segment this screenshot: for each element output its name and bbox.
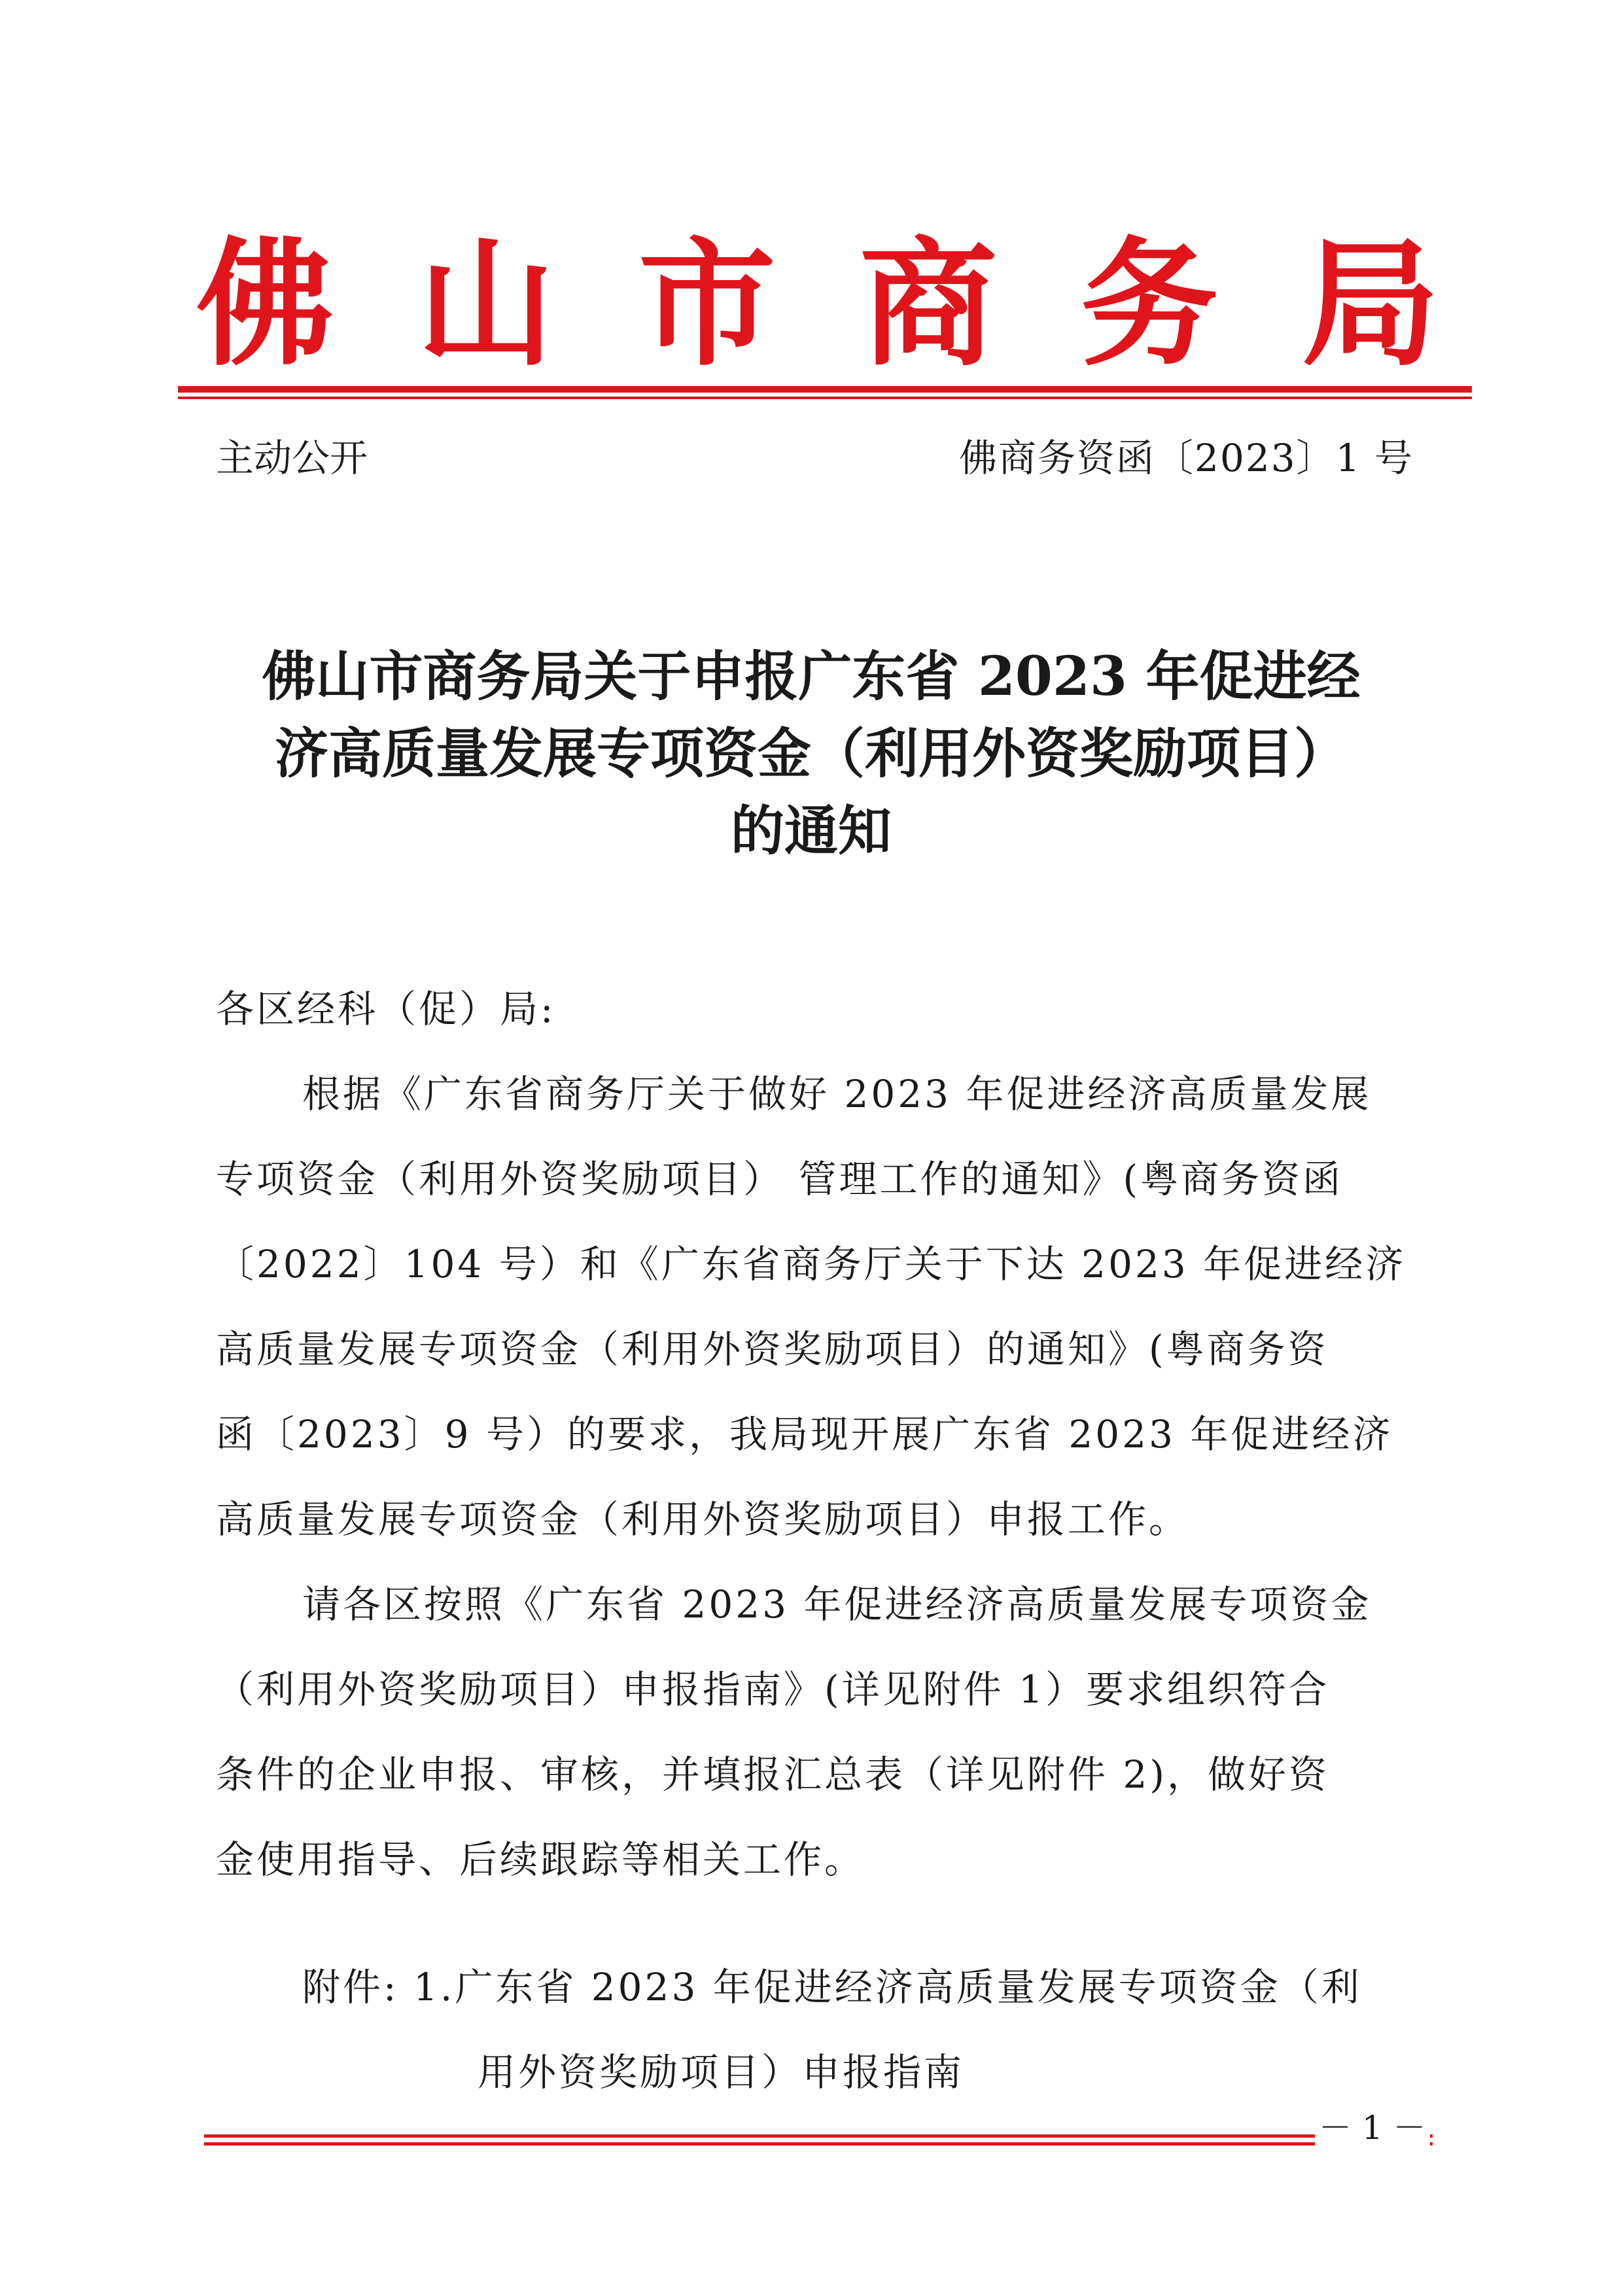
paragraph-line: 金使用指导、后续跟踪等相关工作。 <box>216 1837 865 1882</box>
paragraph-line: 〔2022〕104 号）和《广东省商务厅关于下达 2023 年促进经济 <box>216 1242 1406 1286</box>
title-line: 佛山市商务局关于申报广东省 2023 年促进经 <box>262 645 1361 708</box>
salutation: 各区经科（促）局: <box>216 987 556 1031</box>
agency-char: 山 <box>417 223 555 385</box>
paragraph-line: 条件的企业申报、审核，并填报汇总表（详见附件 2)，做好资 <box>216 1752 1329 1797</box>
paragraph-line: 专项资金（利用外资奖励项目） 管理工作的通知》(粤商务资函 <box>216 1157 1344 1201</box>
disclosure-label: 主动公开 <box>216 436 368 480</box>
agency-char: 局 <box>1301 223 1439 385</box>
agency-char: 务 <box>1080 223 1218 385</box>
attachment-line-continued: 用外资奖励项目）申报指南 <box>478 2050 965 2094</box>
paragraph-line: 根据《广东省商务厅关于做好 2023 年促进经济高质量发展 <box>302 1072 1372 1116</box>
document-body <box>216 0 1423 2296</box>
footer-red-rule <box>204 2134 1433 2138</box>
document-number: 佛商务资函〔2023〕1 号 <box>959 436 1414 480</box>
attachment-line: 附件: 1.广东省 2023 年促进经济高质量发展专项资金（利 <box>302 1965 1362 2009</box>
agency-char: 商 <box>859 223 997 385</box>
title-line: 济高质量发展专项资金（利用外资奖励项目） <box>274 722 1348 785</box>
paragraph-line: 高质量发展专项资金（利用外资奖励项目）的通知》(粤商务资 <box>216 1327 1329 1371</box>
footer-red-rule-second <box>204 2142 1433 2146</box>
paragraph-line: 高质量发展专项资金（利用外资奖励项目）申报工作。 <box>216 1497 1190 1542</box>
title-line: 的通知 <box>730 800 892 862</box>
agency-char: 市 <box>638 223 776 385</box>
paragraph-line: 函〔2023〕9 号）的要求，我局现开展广东省 2023 年促进经济 <box>216 1412 1393 1457</box>
page-number: － 1 － <box>1315 2108 1430 2147</box>
paragraph-line: （利用外资奖励项目）申报指南》(详见附件 1）要求组织符合 <box>216 1667 1329 1712</box>
agency-char: 佛 <box>196 223 334 385</box>
paragraph-line: 请各区按照《广东省 2023 年促进经济高质量发展专项资金 <box>302 1582 1372 1627</box>
